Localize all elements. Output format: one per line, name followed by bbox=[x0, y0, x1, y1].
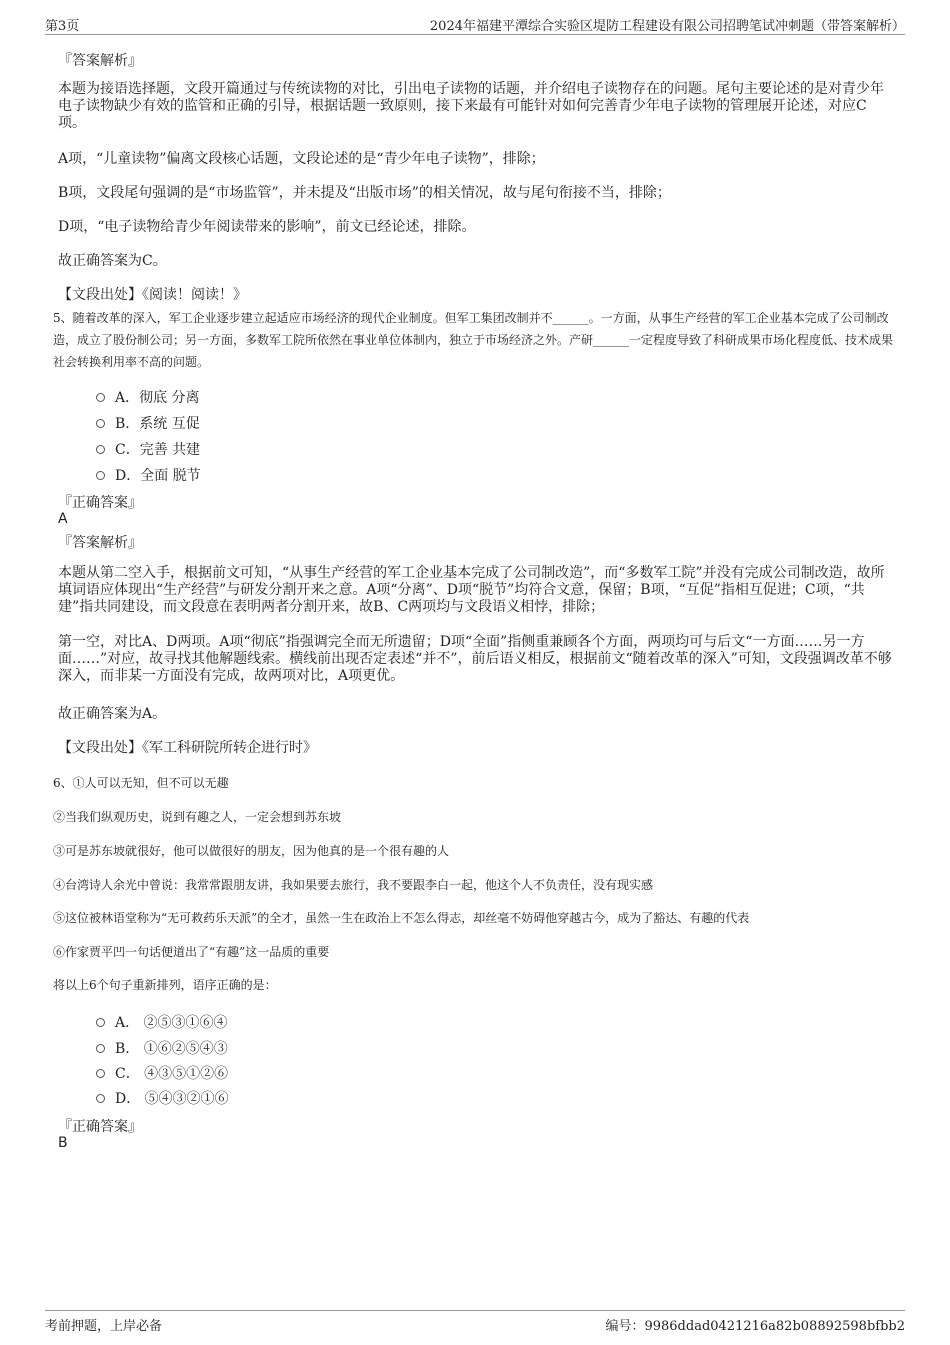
q6-sentence-3: ③可是苏东坡就很好，他可以做很好的朋友，因为他真的是一个很有趣的人 bbox=[53, 844, 450, 858]
page-number: 第3页 bbox=[45, 19, 80, 34]
q6-sentence-5: ⑤这位被林语堂称为“无可救药乐天派”的全才，虽然一生在政治上不怎么得志，却丝毫不妨碍他穿越古今，成为了豁达、有趣的代表 bbox=[53, 911, 750, 925]
q4-conclusion: 故正确答案为C。 bbox=[58, 253, 167, 269]
q5-source: 【文段出处】《军工科研院所转企进行时》 bbox=[58, 740, 317, 756]
q6-option-c[interactable]: C． ④③⑤①②⑥ bbox=[96, 1063, 228, 1083]
radio-icon[interactable] bbox=[96, 1069, 105, 1078]
q6-prompt: 将以上6个句子重新排列，语序正确的是： bbox=[53, 978, 277, 992]
radio-icon[interactable] bbox=[96, 1044, 105, 1053]
q6-option-d[interactable]: D． ⑤④③②①⑥ bbox=[96, 1088, 229, 1108]
q6-sentence-6: ⑥作家贾平凹一句话便道出了“有趣”这一品质的重要 bbox=[53, 945, 330, 959]
q5-explain-p2: 第一空，对比A、D两项。A项“彻底”指强调完全而无所遗留；D项“全面”指侧重兼顾各个方面，两项均可与后文“一方面……另一方面……”对应，故寻找其他解题线索。横线前出现否定表述“并不”，前后语义相反，根据前文“随着改革的深入”可知，文段强调改革不够深入，而非某一方面没有完成，故两项对比，A项更优。 bbox=[58, 634, 892, 684]
radio-icon[interactable] bbox=[96, 393, 105, 402]
q6-sentence-1: 6、①人可以无知，但不可以无趣 bbox=[53, 776, 229, 790]
footer-slogan: 考前押题，上岸必备 bbox=[45, 1319, 163, 1334]
q5-answer-label: 『正确答案』 bbox=[58, 495, 142, 511]
q6-answer: B bbox=[58, 1135, 68, 1151]
radio-icon[interactable] bbox=[96, 1094, 105, 1103]
radio-icon[interactable] bbox=[96, 445, 105, 454]
q5-option-b[interactable]: B．系统 互促 bbox=[96, 413, 200, 433]
q5-explain-label: 『答案解析』 bbox=[58, 535, 142, 551]
page-footer bbox=[45, 1310, 905, 1334]
q6-option-b[interactable]: B． ①⑥②⑤④③ bbox=[96, 1038, 228, 1058]
document-title: 2024年福建平潭综合实验区堤防工程建设有限公司招聘笔试冲刺题（带答案解析） bbox=[429, 19, 905, 34]
page-header bbox=[45, 14, 905, 35]
q4-explain-p4: D项，“电子读物给青少年阅读带来的影响”，前文已经论述，排除。 bbox=[58, 219, 476, 235]
q4-explain-p1: 本题为接语选择题，文段开篇通过与传统读物的对比，引出电子读物的话题，并介绍电子读物存在的问题。尾句主要论述的是对青少年电子读物缺少有效的监管和正确的引导，根据话题一致原则，接下来最有可能针对如何完善青少年电子读物的管理展开论述，对应C项。 bbox=[58, 81, 884, 131]
q6-sentence-4: ④台湾诗人余光中曾说：我常常跟朋友讲，我如果要去旅行，我不要跟李白一起，他这个人不负责任，没有现实感 bbox=[53, 878, 654, 892]
q5-explain-p1: 本题从第二空入手，根据前文可知，“从事生产经营的军工企业基本完成了公司制改造”，而“多数军工院”并没有完成公司制改造，故所填词语应体现出“生产经营”与研发分割开来之意。A项“分离”、D项“脱节”均符合文意，保留；B项，“互促”指相互促进；C项，“共建”指共同建设，而文段意在表明两者分割开来，故B、C两项均与文段语义相悖，排除； bbox=[58, 565, 885, 615]
q5-option-a[interactable]: A．彻底 分离 bbox=[96, 387, 200, 407]
q4-explain-p3: B项，文段尾句强调的是“市场监管”，并未提及“出版市场”的相关情况，故与尾句衔接不当，排除； bbox=[58, 185, 671, 201]
q4-explain-p2: A项，“儿童读物”偏离文段核心话题，文段论述的是“青少年电子读物”，排除； bbox=[58, 151, 545, 167]
q4-explain-label: 『答案解析』 bbox=[58, 53, 142, 69]
q5-option-d[interactable]: D．全面 脱节 bbox=[96, 465, 201, 485]
q4-source: 【文段出处】《阅读！阅读！》 bbox=[58, 287, 247, 303]
q5-answer: A bbox=[58, 511, 68, 527]
q6-answer-label: 『正确答案』 bbox=[58, 1119, 142, 1135]
q6-sentence-2: ②当我们纵观历史，说到有趣之人，一定会想到苏东坡 bbox=[53, 810, 342, 824]
q6-option-a[interactable]: A． ②⑤③①⑥④ bbox=[96, 1012, 228, 1032]
radio-icon[interactable] bbox=[96, 471, 105, 480]
q5-option-c[interactable]: C．完善 共建 bbox=[96, 439, 200, 459]
radio-icon[interactable] bbox=[96, 1018, 105, 1027]
radio-icon[interactable] bbox=[96, 419, 105, 428]
document-id: 编号：9986ddad0421216a82b08892598bfbb2 bbox=[605, 1319, 905, 1334]
q5-stem: 5、随着改革的深入，军工企业逐步建立起适应市场经济的现代企业制度。但军工集团改制并不______。一方面，从事生产经营的军工企业基本完成了公司制改造，成立了股份制公司；另一方面，多数军工院所依然在事业单位体制内，独立于市场经济之外。产研______一定程度导致了科研成果市场化程度低、技术成果社会转换利用率不高的问题。 bbox=[53, 311, 894, 369]
q5-conclusion: 故正确答案为A。 bbox=[58, 706, 167, 722]
